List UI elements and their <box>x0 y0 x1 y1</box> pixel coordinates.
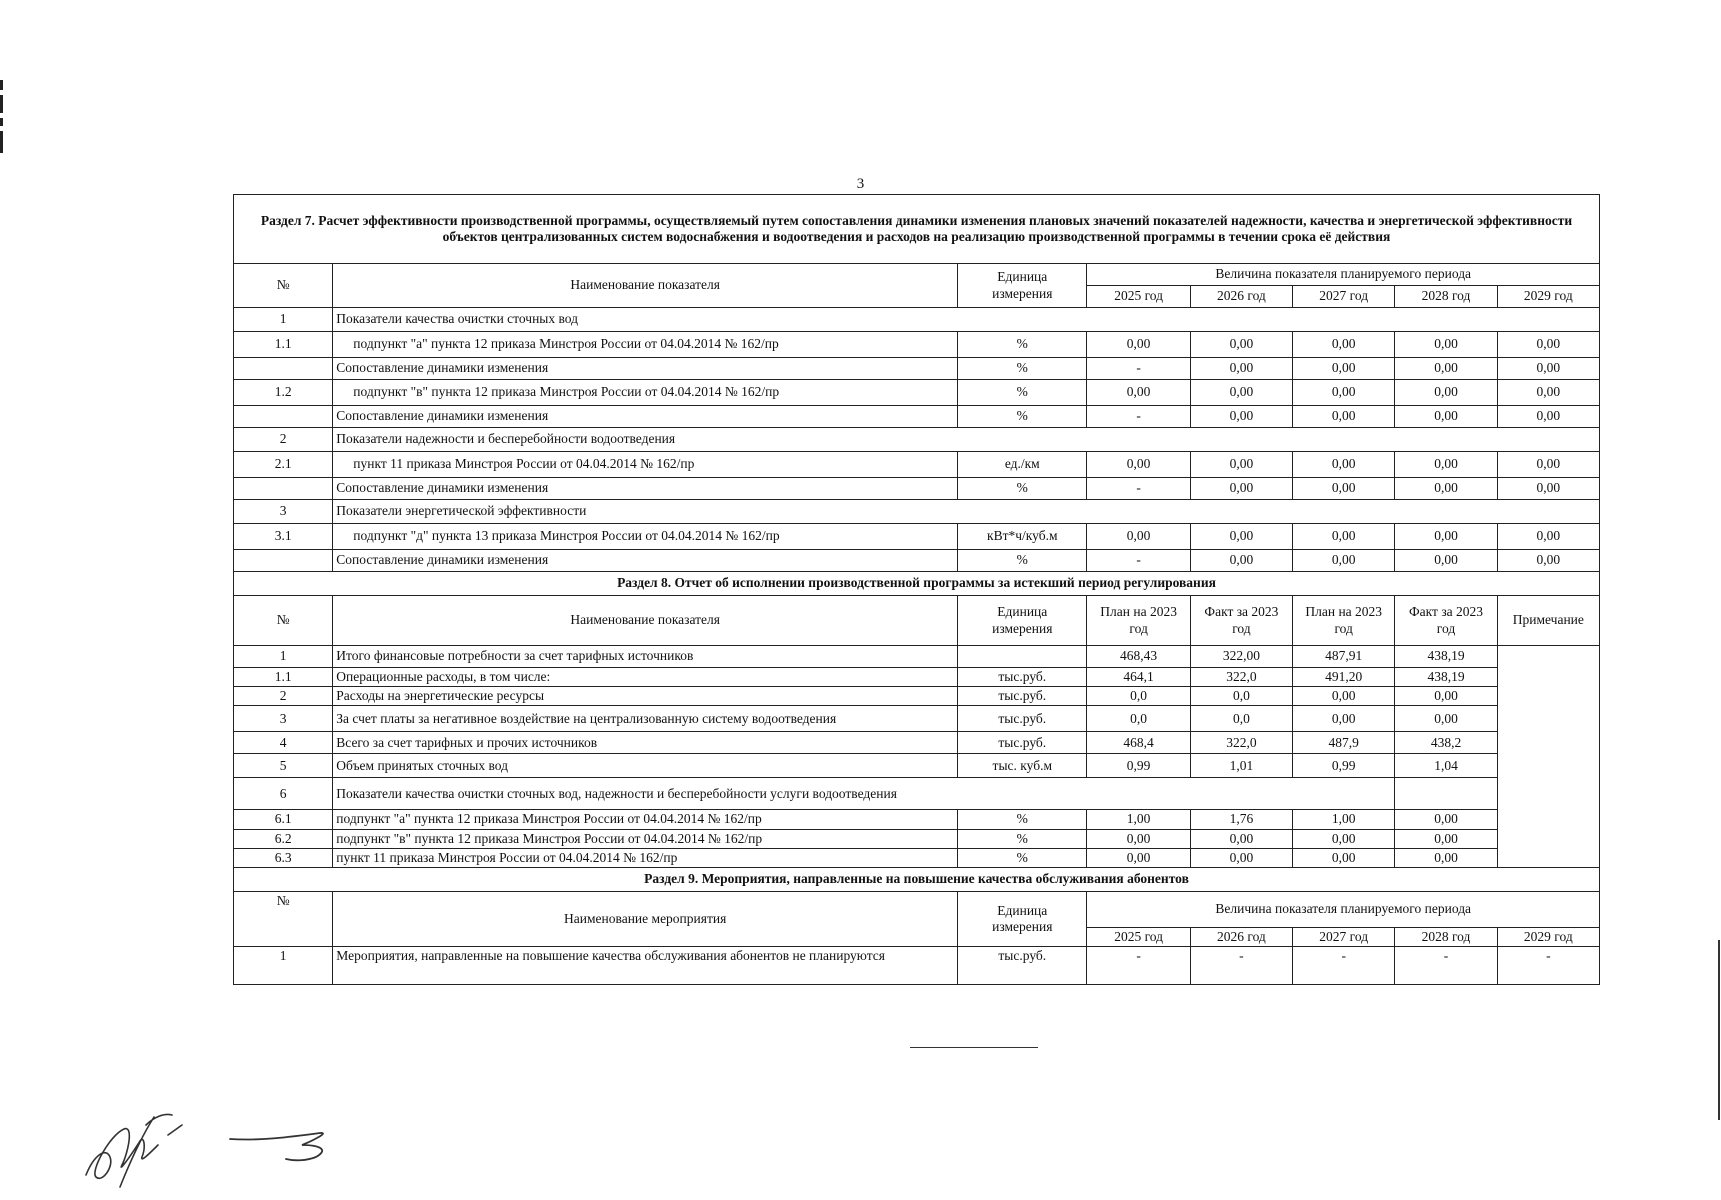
note-cell <box>1497 646 1599 868</box>
section8-col-header <box>1087 596 1190 646</box>
value-cell: 0,00 <box>1497 332 1599 358</box>
document-sheet <box>233 194 1600 985</box>
section8-col-header-line1: План на 2023 <box>1305 604 1383 620</box>
unit-cell: % <box>958 478 1087 500</box>
section8-col-header-line2: год <box>1436 620 1456 636</box>
value-cell: 0,0 <box>1087 706 1190 732</box>
value-cell: 0,00 <box>1497 478 1599 500</box>
value-cell: 0,00 <box>1293 706 1395 732</box>
value-cell: 0,00 <box>1087 380 1190 406</box>
value-cell: 0,00 <box>1293 452 1395 478</box>
value-cell: 0,00 <box>1395 706 1497 732</box>
section7-header-unit-line2: измерения <box>992 285 1053 301</box>
section7-header-period: Величина показателя планируемого периода <box>1087 264 1600 286</box>
scan-right-edge <box>1718 940 1720 1120</box>
indicator-name: подпункт "в" пункта 12 приказа Минстроя России от 04.04.2014 № 162/пр <box>333 380 958 406</box>
section8-col-header-line2: год <box>1334 620 1353 636</box>
value-cell: 0,00 <box>1395 478 1497 500</box>
unit-cell: % <box>958 829 1087 848</box>
section7-row <box>234 380 1600 406</box>
section7-title: Раздел 7. Расчет эффективности производственной программы, осуществляемый путем сопоставления динамики изменения плановых значений показателей надежности, качества и энергетической эффективности объектов централизованных систем водоснабжения и водоотведения и расходов на реализацию производственной программы в течении срока её действия <box>234 195 1600 264</box>
indicator-name: пункт 11 приказа Минстроя России от 04.04.2014 № 162/пр <box>333 848 958 867</box>
section8-row <box>234 848 1600 867</box>
value-cell: - <box>1087 947 1190 985</box>
unit-cell: ед./км <box>958 452 1087 478</box>
value-cell: 0,00 <box>1395 452 1497 478</box>
section7-year-header: 2028 год <box>1395 286 1497 308</box>
section8-row <box>234 646 1600 668</box>
indicator-name: подпункт "а" пункта 12 приказа Минстроя России от 04.04.2014 № 162/пр <box>333 810 958 829</box>
section7-year-header: 2029 год <box>1497 286 1599 308</box>
section9-header-name: Наименование мероприятия <box>333 891 958 946</box>
value-cell: 0,00 <box>1087 848 1190 867</box>
indicator-name: Расходы на энергетические ресурсы <box>333 687 958 706</box>
value-cell: 0,00 <box>1190 550 1292 572</box>
value-cell: 0,00 <box>1395 810 1497 829</box>
value-cell: 0,99 <box>1087 754 1190 778</box>
value-cell: 1,04 <box>1395 754 1497 778</box>
section7-row <box>234 332 1600 358</box>
value-cell: 491,20 <box>1293 668 1395 687</box>
value-cell: 0,00 <box>1497 524 1599 550</box>
section8-row <box>234 754 1600 778</box>
page-number: 3 <box>856 176 865 192</box>
value-cell: 0,0 <box>1190 687 1292 706</box>
section7-header-name: Наименование показателя <box>333 264 958 308</box>
unit-cell: % <box>958 406 1087 428</box>
section9-header-row-1 <box>234 891 1600 927</box>
section7-row <box>234 550 1600 572</box>
value-cell: 0,00 <box>1190 406 1292 428</box>
row-number <box>234 550 333 572</box>
value-cell: 0,00 <box>1497 550 1599 572</box>
value-cell: 0,0 <box>1190 706 1292 732</box>
section8-row <box>234 687 1600 706</box>
indicator-name: Операционные расходы, в том числе: <box>333 668 958 687</box>
indicator-name: пункт 11 приказа Минстроя России от 04.04.2014 № 162/пр <box>333 452 958 478</box>
unit-cell: тыс.руб. <box>958 668 1087 687</box>
section7-header-unit-line1: Единица <box>997 269 1048 285</box>
value-cell: 0,00 <box>1293 358 1395 380</box>
value-cell: 1,76 <box>1190 810 1292 829</box>
value-cell: 0,00 <box>1087 452 1190 478</box>
section7-header-num: № <box>234 264 333 308</box>
section8-col-header-line2: год <box>1232 620 1251 636</box>
section7-year-header: 2026 год <box>1190 286 1292 308</box>
value-cell: 0,99 <box>1293 754 1395 778</box>
value-cell: 0,00 <box>1190 848 1292 867</box>
empty-cell <box>1395 778 1497 810</box>
section8-row <box>234 810 1600 829</box>
value-cell: - <box>1087 478 1190 500</box>
value-cell: 0,00 <box>1087 829 1190 848</box>
value-cell: 0,00 <box>1087 332 1190 358</box>
report-table-body <box>234 195 1600 985</box>
value-cell: 0,00 <box>1293 524 1395 550</box>
value-cell: 0,00 <box>1395 358 1497 380</box>
value-cell: 0,00 <box>1293 829 1395 848</box>
section8-col-header-line1: Факт за 2023 <box>1409 604 1484 620</box>
indicator-name: Сопоставление динамики изменения <box>333 478 958 500</box>
section8-header-unit <box>958 596 1087 646</box>
indicator-name: Всего за счет тарифных и прочих источников <box>333 732 958 754</box>
section9-header-period: Величина показателя планируемого периода <box>1087 891 1600 927</box>
value-cell: - <box>1293 947 1395 985</box>
value-cell: 0,00 <box>1395 829 1497 848</box>
unit-cell: % <box>958 358 1087 380</box>
section9-header-num: № <box>234 891 333 946</box>
indicator-name: подпункт "в" пункта 12 приказа Минстроя России от 04.04.2014 № 162/пр <box>333 829 958 848</box>
section7-row <box>234 524 1600 550</box>
value-cell: - <box>1087 406 1190 428</box>
indicator-name: подпункт "а" пункта 12 приказа Минстроя России от 04.04.2014 № 162/пр <box>333 332 958 358</box>
section7-row <box>234 358 1600 380</box>
section8-col-header-line1: План на 2023 <box>1100 604 1177 620</box>
value-cell: 1,01 <box>1190 754 1292 778</box>
bottom-rule <box>910 1047 1038 1048</box>
value-cell: 0,00 <box>1190 524 1292 550</box>
section9-year-header: 2029 год <box>1497 927 1599 946</box>
value-cell: 0,0 <box>1087 687 1190 706</box>
section9-header-unit-line1: Единица <box>997 902 1048 918</box>
section8-title-row <box>234 572 1600 596</box>
unit-cell <box>958 646 1087 668</box>
value-cell: 0,00 <box>1190 358 1292 380</box>
indicator-name: За счет платы за негативное воздействие на централизованную систему водоотведения <box>333 706 958 732</box>
value-cell: 0,00 <box>1190 829 1292 848</box>
value-cell: 0,00 <box>1293 406 1395 428</box>
scan-edge-marks <box>0 80 4 170</box>
value-cell: - <box>1497 947 1599 985</box>
report-table <box>233 194 1600 985</box>
value-cell: 438,19 <box>1395 646 1497 668</box>
section7-title-row <box>234 195 1600 264</box>
value-cell: 487,9 <box>1293 732 1395 754</box>
value-cell: 322,0 <box>1190 668 1292 687</box>
value-cell: 0,00 <box>1293 380 1395 406</box>
section7-header-unit <box>958 264 1087 308</box>
section7-row <box>234 478 1600 500</box>
section8-header-unit-line2: измерения <box>992 620 1053 636</box>
value-cell: 0,00 <box>1497 406 1599 428</box>
row-number: 6.1 <box>234 810 333 829</box>
value-cell: 464,1 <box>1087 668 1190 687</box>
value-cell: 0,00 <box>1190 452 1292 478</box>
value-cell: 322,0 <box>1190 732 1292 754</box>
section8-col-header <box>1190 596 1292 646</box>
value-cell: 0,00 <box>1293 550 1395 572</box>
indicator-name: Итого финансовые потребности за счет тарифных источников <box>333 646 958 668</box>
section9-header-unit <box>958 891 1087 946</box>
value-cell: 468,43 <box>1087 646 1190 668</box>
value-cell: 0,00 <box>1190 478 1292 500</box>
row-number <box>234 358 333 380</box>
unit-cell: % <box>958 848 1087 867</box>
value-cell: - <box>1087 550 1190 572</box>
section8-row <box>234 732 1600 754</box>
value-cell: - <box>1087 358 1190 380</box>
section8-col-header-line2: год <box>1129 620 1148 636</box>
value-cell: 0,00 <box>1497 358 1599 380</box>
value-cell: - <box>1395 947 1497 985</box>
row-number: 6.3 <box>234 848 333 867</box>
unit-cell: тыс.руб. <box>958 947 1087 985</box>
section8-header-name: Наименование показателя <box>333 596 958 646</box>
section7-year-header: 2027 год <box>1293 286 1395 308</box>
section8-row <box>234 778 1600 810</box>
value-cell: 0,00 <box>1293 848 1395 867</box>
section9-title-row <box>234 867 1600 891</box>
value-cell: 487,91 <box>1293 646 1395 668</box>
section8-title: Раздел 8. Отчет об исполнении производственной программы за истекший период регулирования <box>234 572 1600 596</box>
unit-cell: % <box>958 810 1087 829</box>
indicator-name: Сопоставление динамики изменения <box>333 358 958 380</box>
unit-cell: % <box>958 332 1087 358</box>
unit-cell: % <box>958 550 1087 572</box>
value-cell: 0,00 <box>1293 478 1395 500</box>
value-cell: 0,00 <box>1293 332 1395 358</box>
value-cell: 0,00 <box>1087 524 1190 550</box>
row-number: 3 <box>234 706 333 732</box>
value-cell: 468,4 <box>1087 732 1190 754</box>
section7-row <box>234 406 1600 428</box>
section9-row <box>234 947 1600 985</box>
value-cell: 0,00 <box>1395 332 1497 358</box>
section8-header-row <box>234 596 1600 646</box>
section7-row <box>234 500 1600 524</box>
indicator-name: Объем принятых сточных вод <box>333 754 958 778</box>
row-number: 5 <box>234 754 333 778</box>
unit-cell: тыс.руб. <box>958 687 1087 706</box>
value-cell: 0,00 <box>1395 848 1497 867</box>
value-cell: 438,2 <box>1395 732 1497 754</box>
value-cell: 0,00 <box>1293 687 1395 706</box>
value-cell: 1,00 <box>1087 810 1190 829</box>
section9-header-unit-line2: измерения <box>992 919 1053 935</box>
section8-row <box>234 829 1600 848</box>
row-number: 3 <box>234 500 333 524</box>
section9-year-header: 2025 год <box>1087 927 1190 946</box>
section8-col-header <box>1293 596 1395 646</box>
group-title: Показатели надежности и бесперебойности водоотведения <box>333 428 1600 452</box>
value-cell: 0,00 <box>1395 687 1497 706</box>
section8-row <box>234 668 1600 687</box>
group-title: Показатели качества очистки сточных вод, надежности и бесперебойности услуги водоотведения <box>333 778 1395 810</box>
row-number: 6 <box>234 778 333 810</box>
section8-header-note: Примечание <box>1497 596 1599 646</box>
unit-cell: тыс.руб. <box>958 732 1087 754</box>
measure-name: Мероприятия, направленные на повышение качества обслуживания абонентов не планируются <box>333 947 958 985</box>
value-cell: 322,00 <box>1190 646 1292 668</box>
value-cell: 0,00 <box>1497 380 1599 406</box>
value-cell: 438,19 <box>1395 668 1497 687</box>
unit-cell: тыс. куб.м <box>958 754 1087 778</box>
section7-row <box>234 452 1600 478</box>
section9-year-header: 2026 год <box>1190 927 1292 946</box>
group-title: Показатели качества очистки сточных вод <box>333 308 1600 332</box>
value-cell: 1,00 <box>1293 810 1395 829</box>
row-number: 1 <box>234 308 333 332</box>
section7-row <box>234 428 1600 452</box>
value-cell: 0,00 <box>1395 380 1497 406</box>
section7-row <box>234 308 1600 332</box>
row-number: 1.2 <box>234 380 333 406</box>
unit-cell: % <box>958 380 1087 406</box>
unit-cell: тыс.руб. <box>958 706 1087 732</box>
indicator-name: подпункт "д" пункта 13 приказа Минстроя России от 04.04.2014 № 162/пр <box>333 524 958 550</box>
row-number: 2.1 <box>234 452 333 478</box>
indicator-name: Сопоставление динамики изменения <box>333 406 958 428</box>
row-number: 1.1 <box>234 332 333 358</box>
section7-year-header: 2025 год <box>1087 286 1190 308</box>
section8-header-unit-line1: Единица <box>997 604 1048 620</box>
row-number: 2 <box>234 687 333 706</box>
value-cell: 0,00 <box>1395 524 1497 550</box>
section9-title: Раздел 9. Мероприятия, направленные на повышение качества обслуживания абонентов <box>234 867 1600 891</box>
row-number <box>234 406 333 428</box>
section8-col-header <box>1395 596 1497 646</box>
row-number: 4 <box>234 732 333 754</box>
section9-year-header: 2027 год <box>1293 927 1395 946</box>
section9-year-header: 2028 год <box>1395 927 1497 946</box>
row-number: 2 <box>234 428 333 452</box>
group-title: Показатели энергетической эффективности <box>333 500 1600 524</box>
value-cell: 0,00 <box>1190 332 1292 358</box>
unit-cell: кВт*ч/куб.м <box>958 524 1087 550</box>
section8-col-header-line1: Факт за 2023 <box>1204 604 1279 620</box>
section8-row <box>234 706 1600 732</box>
value-cell: 0,00 <box>1395 550 1497 572</box>
value-cell: 0,00 <box>1497 452 1599 478</box>
row-number <box>234 478 333 500</box>
value-cell: 0,00 <box>1190 380 1292 406</box>
row-number: 6.2 <box>234 829 333 848</box>
row-number: 1.1 <box>234 668 333 687</box>
section8-header-num: № <box>234 596 333 646</box>
value-cell: 0,00 <box>1395 406 1497 428</box>
value-cell: - <box>1190 947 1292 985</box>
row-number: 1 <box>234 646 333 668</box>
section7-header-row-1 <box>234 264 1600 286</box>
signature-image <box>80 1095 350 1190</box>
indicator-name: Сопоставление динамики изменения <box>333 550 958 572</box>
row-number: 1 <box>234 947 333 985</box>
row-number: 3.1 <box>234 524 333 550</box>
